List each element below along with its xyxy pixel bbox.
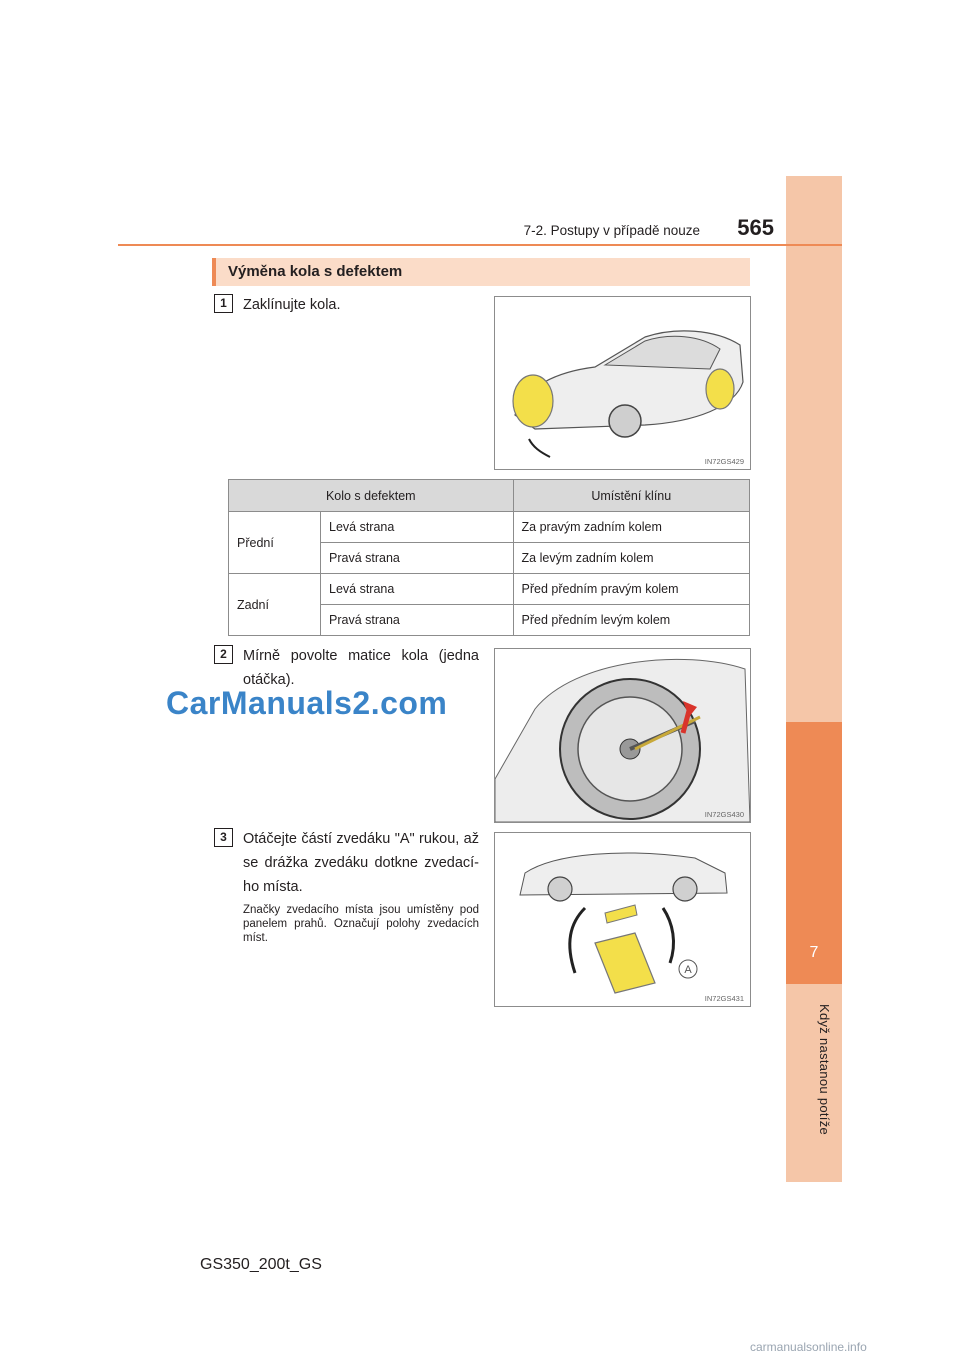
car-with-chocks-illustration [495,297,750,469]
table-row [229,512,750,543]
table-cell-side: Levá strana [321,512,514,543]
step-2-text: Mírně povolte matice kola (jedna otáčka). [243,648,479,688]
loosen-wheel-nuts-illustration [495,649,750,822]
page-number: 565 [737,215,774,240]
table-cell-location: Za pravým zadním kolem [513,512,749,543]
section-heading-bar [212,258,750,286]
table-header-flat-tire: Kolo s defektem [229,480,514,512]
step-3-number: 3 [214,828,233,847]
chapter-title: Když nastanou potíže [817,1004,832,1136]
wheel-chock-table [228,479,750,636]
header-section-title: 7-2. Postupy v případě nouze [523,223,700,238]
figure-label-a: A [684,964,692,976]
step-2-number: 2 [214,645,233,664]
step-1-number: 1 [214,294,233,313]
header-rule [118,244,842,246]
step-2-figure [494,648,751,823]
step-3-figure [494,832,751,1007]
chapter-side-tab [786,176,842,1182]
step-3-text: Otáčejte částí zvedáku "A" rukou, až se drážka zvedáku dotkne zvedací-ho místa. [243,831,479,895]
section-title: Výměna kola s defektem [228,263,403,280]
watermark: CarManuals2.com [166,685,448,721]
figure-code: IN72GS429 [704,457,744,466]
table-cell-side: Pravá strana [321,605,514,636]
jack-illustration [495,833,750,1006]
figure-code: IN72GS430 [704,810,744,819]
bottom-watermark: carmanualsonline.info [750,1340,867,1354]
figure-code: IN72GS431 [704,994,744,1003]
footer-model-code: GS350_200t_GS [200,1256,322,1273]
table-cell-location: Za levým zadním kolem [513,543,749,574]
table-cell-location: Před předním levým kolem [513,605,749,636]
table-cell-group: Přední [229,512,321,574]
chapter-number: 7 [809,944,819,961]
step-1-text: Zaklínujte kola. [243,297,341,313]
table-row [229,574,750,605]
table-cell-side: Pravá strana [321,543,514,574]
step-1-figure [494,296,751,470]
step-3-note: Značky zvedacího místa jsou umístěny pod panelem prahů. Označují polohy zvedacích míst. [243,904,479,944]
table-header-chock-location: Umístění klínu [513,480,749,512]
table-cell-side: Levá strana [321,574,514,605]
table-cell-location: Před předním pravým kolem [513,574,749,605]
table-cell-group: Zadní [229,574,321,636]
